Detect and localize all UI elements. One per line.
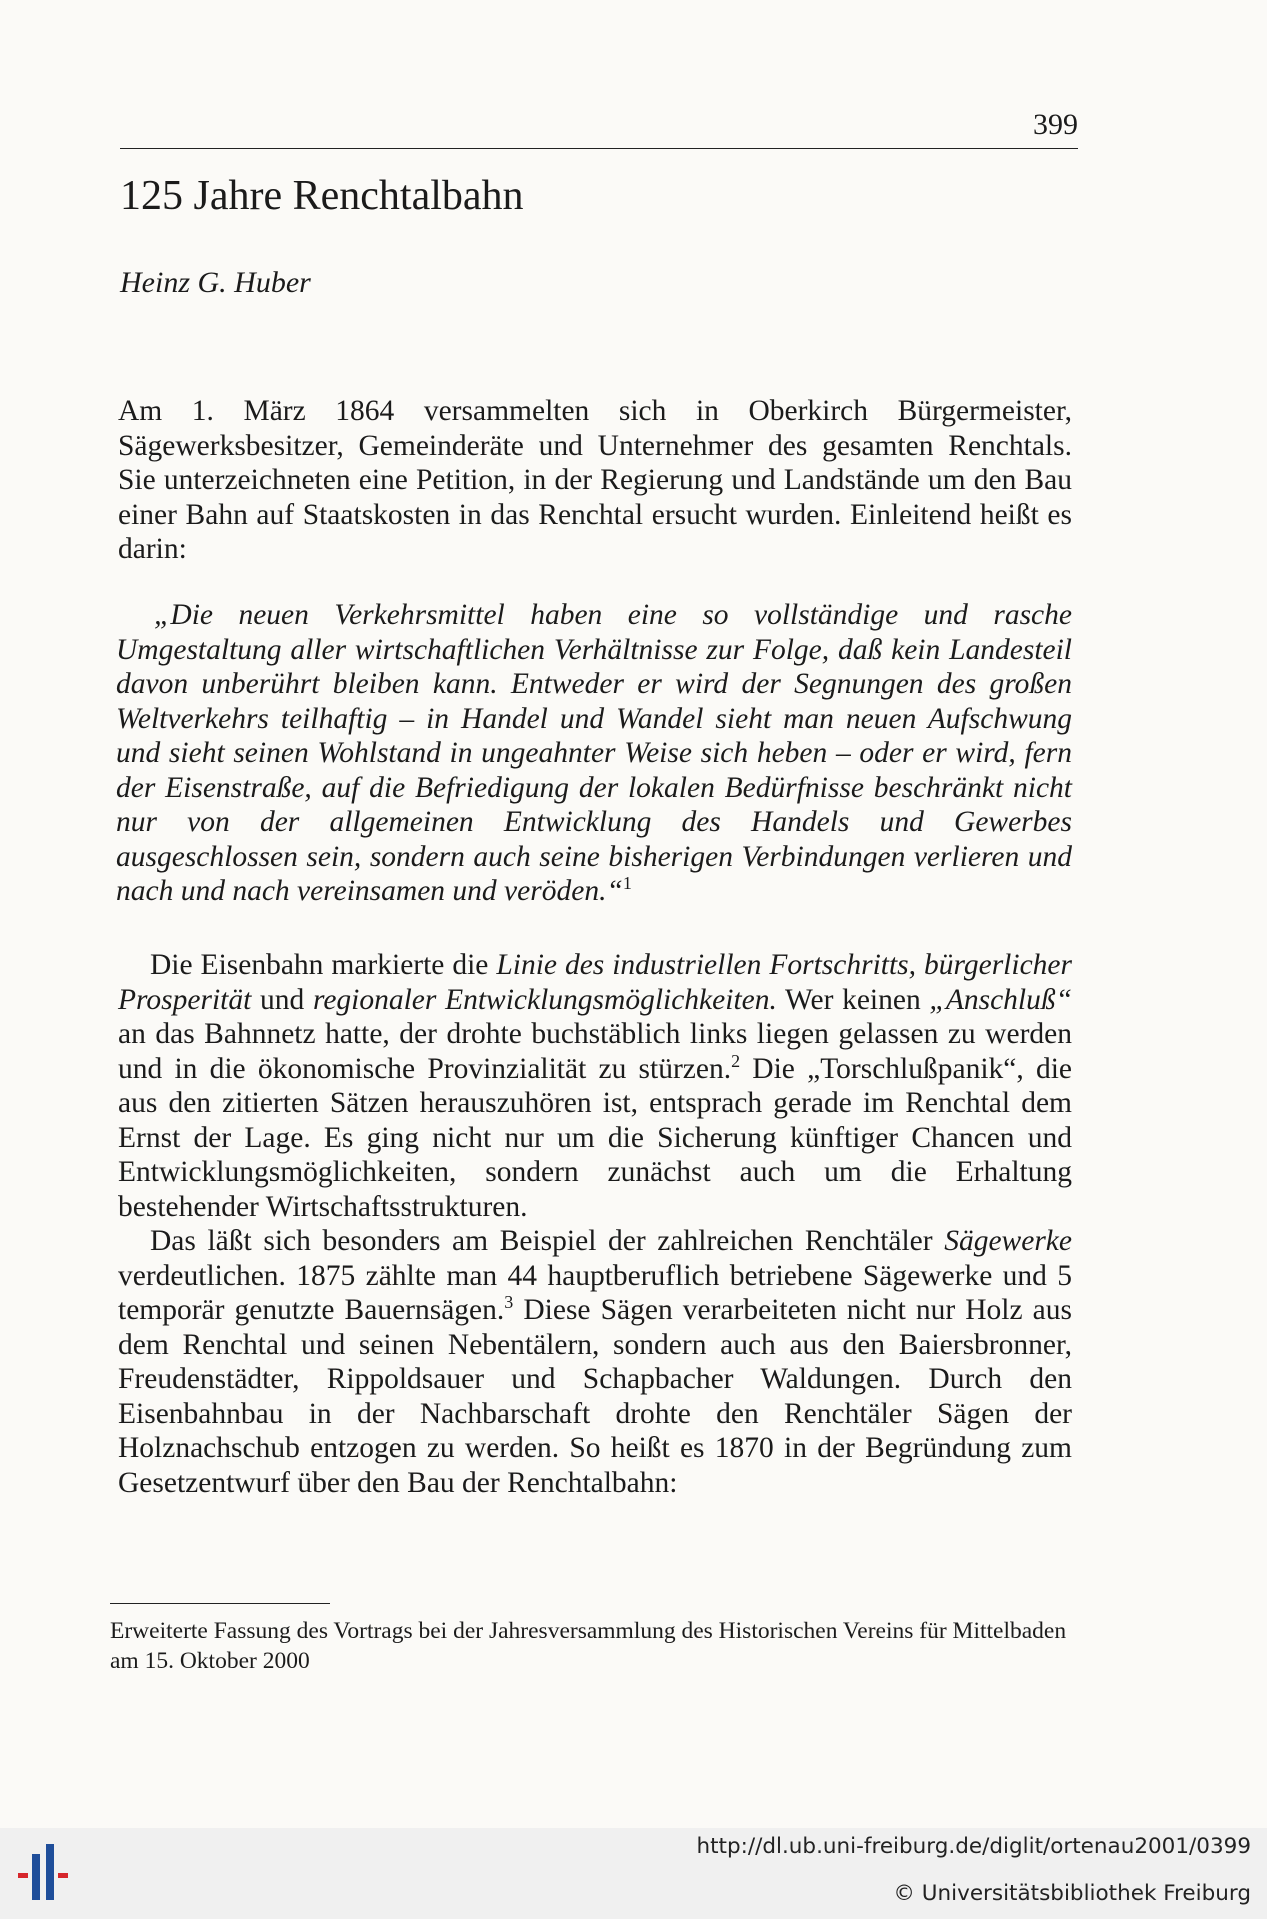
copyright-notice: © Universitätsbibliothek Freiburg — [893, 1881, 1251, 1906]
italic-run: Linie des industriellen Fortschritts, bürgerlicher Prosperität — [118, 949, 1072, 1016]
paragraph-railway — [118, 948, 1072, 1224]
italic-run: Sägewerke — [944, 1225, 1072, 1257]
library-footer-bar — [0, 1828, 1267, 1919]
ub-freiburg-logo-icon — [14, 1840, 80, 1906]
paragraph-sawmills — [118, 1224, 1072, 1500]
footnote-ref-3: 3 — [504, 1292, 514, 1313]
italic-run: „Anschluß“ — [929, 983, 1073, 1016]
text-run: Das läßt sich besonders am Beispiel der zahlreichen Renchtäler — [150, 1225, 945, 1257]
footnote-ref-1: 1 — [622, 873, 632, 894]
italic-run: regionaler Entwicklungsmöglichkeiten. — [312, 983, 777, 1016]
body-text — [118, 948, 1072, 1500]
intro-text: Am 1. März 1864 versammelten sich in Oberkirch Bürgermeister, Sägewerksbesitzer, Gemeinderäte und Unternehmer des gesamten Renchtals. Sie unterzeichneten eine Petition, in der Regierung und Landstände um den Bau einer Bahn auf Staatskosten in das Renchtal ersucht wurden. Einleitend heißt es darin: — [118, 395, 1072, 565]
footnote-rule — [110, 1603, 330, 1604]
text-run: Die „Torschlußpanik“, die aus den zitierten Sätzen herauszuhören ist, entsprach gerade im Renchtal dem Ernst der Lage. Es ging nicht nur um die Sicherung künftiger Chancen und Entwicklungsmöglichkeiten, sondern zunächst auch um die Erhaltung bestehender Wirtschaftsstrukturen. — [118, 1052, 1073, 1223]
text-run: an das Bahnnetz hatte, der drohte buchstäblich links liegen gelassen zu werden und in die ökonomische Provinzialität zu stürzen. — [118, 1018, 1072, 1085]
petition-quote — [116, 598, 1072, 909]
author-name: Heinz G. Huber — [120, 266, 311, 299]
permalink-url[interactable]: http://dl.ub.uni-freiburg.de/diglit/ortenau2001/0399 — [696, 1834, 1251, 1859]
text-run: Diese Sägen verarbeiteten nicht nur Holz aus dem Renchtal und seinen Nebentälern, sondern auch aus den Baiersbronner, Freudenstädter, Rippoldsauer und Schapbacher Waldungen. Durch den Eisenbahnbau in der Nachbarschaft drohte den Renchtäler Sägen der Holznachschub entzogen zu werden. So heißt es 1870 in der Begründung zum Gesetzentwurf über den Bau der Renchtalbahn: — [118, 1294, 1072, 1499]
footnote-text: Erweiterte Fassung des Vortrags bei der Jahresversammlung des Historischen Vereins für Mittelbaden am 15. Oktober 2000 — [110, 1618, 1067, 1674]
text-run: Die Eisenbahn markierte die — [150, 949, 497, 981]
article-title: 125 Jahre Renchtalbahn — [120, 173, 524, 219]
quote-text: „Die neuen Verkehrsmittel haben eine so vollständige und rasche Umgestaltung aller wirtschaftlichen Verhältnisse zur Folge, daß kein Landesteil davon unberührt bleiben kann. Entweder er wird der Segnungen des großen Weltverkehrs teilhaftig – in Handel und Wandel sieht man neuen Aufschwung und sieht seinen Wohlstand in ungeahnter Weise sich heben – oder er wird, fern der Eisenstraße, auf die Befriedigung der lokalen Bedürfnisse beschränkt nicht nur von der allgemeinen Entwicklung des Handels und Gewerbes ausgeschlossen sein, sondern auch seine bisherigen Verbindungen verlieren und nach und nach vereinsamen und veröden.“ — [116, 599, 1072, 907]
text-run: und — [251, 983, 313, 1016]
intro-paragraph — [118, 394, 1072, 567]
page-number: 399 — [1033, 108, 1078, 141]
text-run: verdeutlichen. 1875 zählte man 44 hauptberuflich betriebene Sägewerke und 5 temporär genutzte Bauernsägen. — [118, 1259, 1072, 1326]
header-rule — [120, 148, 1078, 149]
text-run: Wer keinen — [776, 983, 930, 1016]
footnote-ref-2: 2 — [731, 1050, 741, 1071]
